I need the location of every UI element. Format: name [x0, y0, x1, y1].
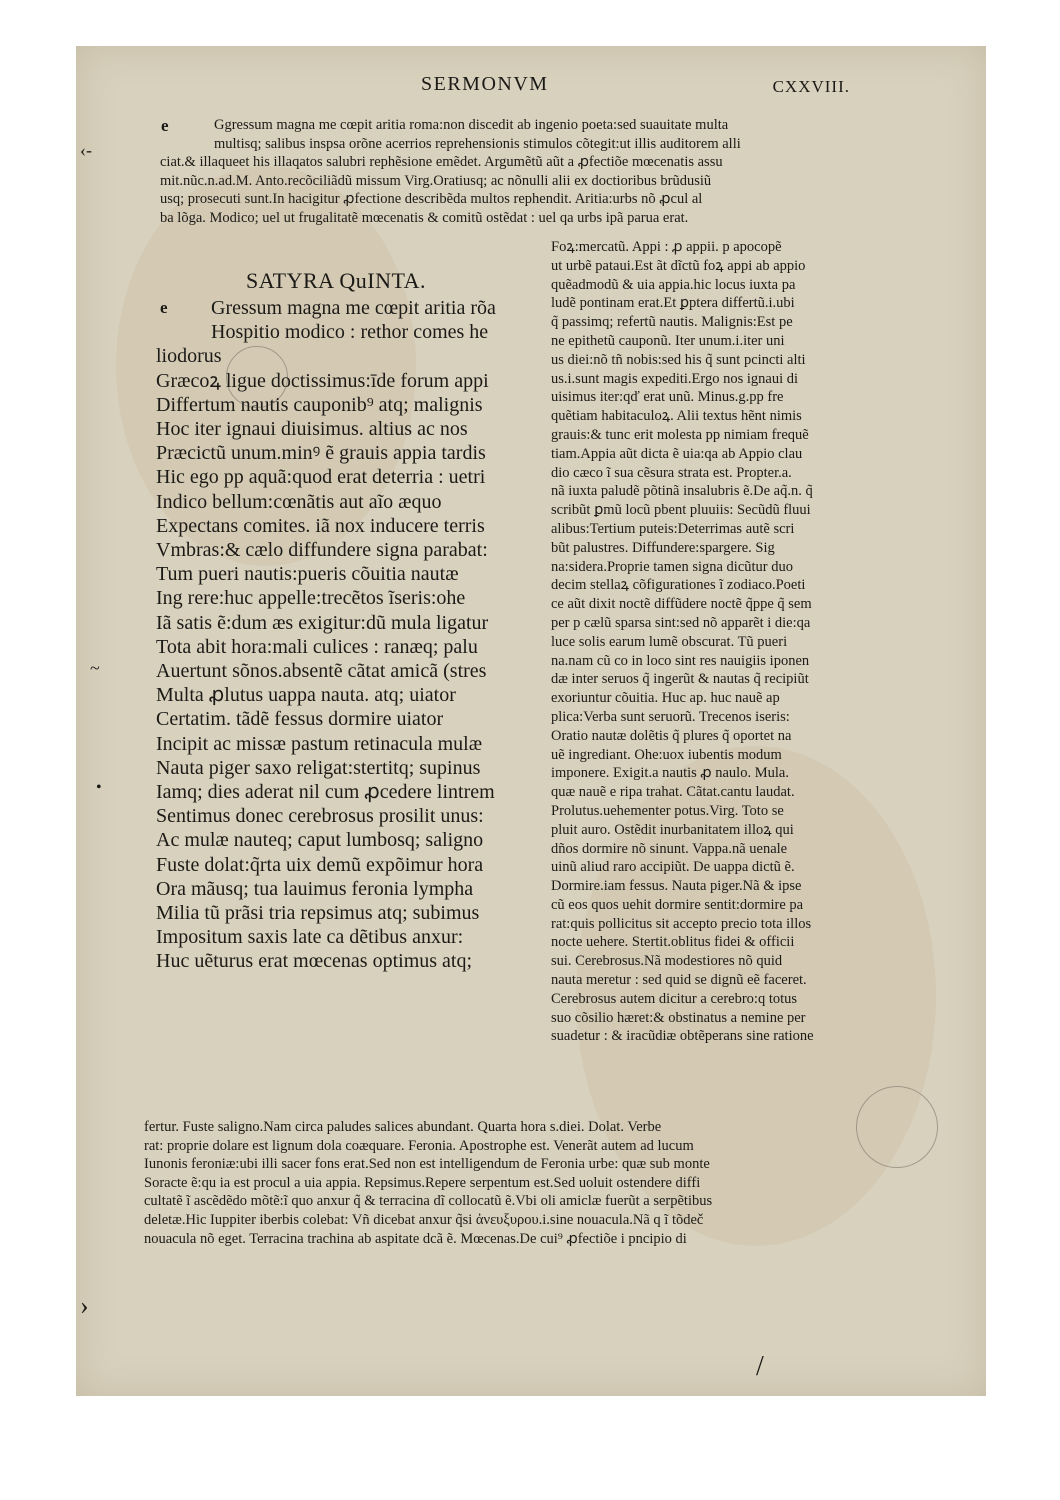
commentary-line: ludẽ pontinam erat.Et ꝑptera differtũ.i.ubi	[551, 295, 795, 312]
commentary-line: uẽ ingrediant. Ohe:uox iubentis modum	[551, 746, 782, 763]
commentary-line: Ggressum magna me cœpit aritia roma:non discedit ab ingenio poeta:sed suauitate multa	[214, 117, 729, 133]
section-marker: e	[161, 116, 169, 135]
commentary-line: tiam.Appia aũt dicta ẽ uia:qa ab Appio clau	[551, 445, 803, 462]
commentary-line: suadetur : & iracũdiæ obtẽperans sine ratione	[551, 1028, 814, 1045]
commentary-line: fertur. Fuste saligno.Nam circa paludes salices abundant. Quarta hora s.diei. Dolat. Verbe	[144, 1119, 662, 1135]
commentary-line: us.i.sunt magis expediti.Ergo nos ignaui di	[551, 370, 799, 387]
margin-pen-mark: ›	[80, 1291, 89, 1320]
commentary-line: ciat.& illaqueet his illaqatos salubri rephẽsione emẽdet. Argumẽtũ aũt a ꝓfectiõe mœcenatis assu	[160, 154, 723, 171]
commentary-line: rat: proprie dolare est lignum dola coæquare. Feronia. Apostrophe est. Venerãt autem ad lucum	[144, 1137, 694, 1154]
commentary-line: per p cælũ sparsa sint:sed nõ apparẽt i die:qa	[551, 614, 811, 631]
verse-line: Ac mulæ nauteq; caput lumbosq; saligno	[156, 829, 484, 852]
verse-line: Differtum nautis cauponib⁹ atq; malignis	[156, 393, 483, 416]
verse-line: Milia tũ prãsi tria repsimus atq; subimus	[156, 902, 480, 925]
commentary-line: plica:Verba sunt seruorũ. Trecenos iseris:	[551, 708, 790, 725]
satyra-title: SATYRA QuINTA.	[246, 268, 427, 293]
commentary-line: multisq; salibus inspsa orõne acerrios reprehensionis stimulos cõtegit:ut illis auditorem alli	[214, 135, 741, 152]
commentary-line: suo cõsilio hæret:& obstinatus a nemine per	[551, 1009, 806, 1026]
commentary-line: scribũt ꝑmũ locũ pbent pluuiis: Secũdũ fluui	[551, 502, 811, 519]
commentary-line: nã iuxta paludẽ põtinã insalubris ẽ.De aq̃.n. q̃	[551, 483, 813, 500]
verse-line: Auertunt sõnos.absentẽ cãtat amicã (stres	[156, 660, 487, 683]
commentary-line: uinũ aliud raro accipiũt. De uappa dictũ ẽ.	[551, 859, 795, 876]
faint-doodle	[226, 346, 288, 408]
verse-line: Præcictũ unum.minꝰ ẽ grauis appia tardis	[156, 442, 486, 465]
verse-line: Tota abit hora:mali culices : ranæq; palu	[156, 635, 478, 658]
commentary-line: imponere. Exigit.a nautis ꝓ naulo. Mula.	[551, 765, 789, 782]
verse-line: Multa ꝓlutus uappa nauta. atq; uiator	[156, 684, 456, 707]
verse-marker: e	[160, 298, 168, 317]
commentary-line: na:sidera.Proprie tamen signa dicũtur duo	[551, 558, 794, 575]
commentary-line: ut urbẽ pataui.Est ãt dĩctũ foꝝ appi ab appio	[551, 257, 806, 274]
verse-line: Hoc iter ignaui diuisimus. altius ac nos	[156, 418, 468, 441]
commentary-line: ce aũt dixit noctẽ diffũdere noctẽ q̃ppe q̃ sem	[551, 596, 812, 613]
commentary-line: rat:quis pollicitus sit accepto precio tota illos	[551, 915, 812, 932]
commentary-line: decim stellaꝝ cõfigurationes ĩ zodiaco.Poeti	[551, 577, 806, 594]
commentary-line: Iunonis feroniæ:ubi illi sacer fons erat.Sed non est intelligendum de Feronia urbe: quæ sub monte	[144, 1156, 710, 1173]
verse-line: Hic ego pp aquã:quod erat deterria : uetri	[156, 466, 486, 489]
margin-pen-mark: /	[756, 1351, 764, 1382]
commentary-line: q̃ passimq; refertũ nautis. Malignis:Est pe	[551, 314, 793, 331]
commentary-line: dio cæco ĩ sua cẽsura strata est. Propter.a.	[551, 464, 792, 481]
commentary-line: Cerebrosus autem dicitur a cerebro:q totus	[551, 990, 798, 1007]
commentary-line: uisimus iter:qď erat unũ. Minus.g.pp fre	[551, 389, 784, 406]
verse-line: Ing rere:huc appelle:trecẽtos ĩseris:ohe	[156, 587, 466, 610]
commentary-line: cũ eos quos uehit dormire sentit:dormire pa	[551, 896, 804, 913]
commentary-line: bũt palustres. Diffundere:spargere. Sig	[551, 539, 775, 556]
verse-line: Græcoꝝ ligue doctissimus:īde forum appi	[156, 369, 489, 392]
commentary-line: Foꝝ:mercatũ. Appi : ꝓ appii. p apocopẽ	[551, 239, 782, 255]
commentary-line: exoriuntur cõuitia. Huc ap. huc nauẽ ap	[551, 690, 780, 707]
commentary-line: sui. Cerebrosus.Nã modestiores nõ quid	[551, 953, 783, 970]
commentary-line: Prolutus.uehementer potus.Virg. Toto se	[551, 802, 784, 819]
commentary-line: grauis:& tunc erit molesta pp nimiam frequẽ	[551, 426, 809, 443]
verse-line: Iã satis ẽ:dum æs exigitur:dũ mula ligatur	[156, 611, 489, 634]
commentary-line: nocte uehere. Stertit.oblitus fidei & officii	[551, 934, 795, 951]
commentary-line: na.nam cũ co in loco sint res nauigiis iponen	[551, 652, 810, 669]
verse-line: Gressum magna me cœpit aritia rõa	[211, 297, 496, 319]
verse-line: Impositum saxis late ca dẽtibus anxur:	[156, 926, 464, 949]
verse-line: Vmbras:& cælo diffundere signa parabat:	[156, 539, 488, 562]
verse-line: Hospitio modico : rethor comes he	[211, 321, 489, 344]
commentary-line: quæ nauẽ e ripa trahat. Cãtat.cantu laudat.	[551, 784, 795, 801]
verse-line: liodorus	[156, 345, 222, 368]
verse-block	[156, 296, 546, 974]
verse-line: Ora mãusq; tua lauimus feronia lympha	[156, 877, 474, 900]
commentary-line: dños dormire nõ sinunt. Vappa.nã uenale	[551, 840, 788, 857]
verse-line: Tum pueri nautis:pueris cõuitia nautæ	[156, 563, 459, 586]
margin-pen-mark: •	[96, 779, 102, 796]
commentary-top	[160, 116, 960, 228]
commentary-line: quẽtiam habitaculoꝝ. Alii textus hẽnt nimis	[551, 408, 802, 425]
commentary-line: ne epithetũ cauponũ. Iter unum.i.iter uni	[551, 332, 785, 349]
commentary-line: Soracte ẽ:qu ia est procul a uia appia. Repsimus.Repere serpentum est.Sed uoluit ostendere diffi	[144, 1174, 701, 1191]
running-head: SERMONVM	[421, 73, 549, 95]
commentary-bottom	[144, 1118, 959, 1248]
commentary-line: quẽadmodũ & uia appia.hic locus iuxta pa	[551, 276, 796, 293]
commentary-line: nouacula nõ eget. Terracina trachina ab aspitate dcã ẽ. Mœcenas.De cui⁹ ꝓfectiõe i pncipio di	[144, 1230, 687, 1247]
verse-line: Indico bellum:cœnãtis aut aĩo æquo	[156, 490, 442, 513]
verse-line: Nauta piger saxo religat:stertitq; supinus	[156, 756, 481, 779]
verse-line: Incipit ac missæ pastum retinacula mulæ	[156, 732, 483, 755]
scanned-page	[76, 46, 986, 1396]
verse-line: Iamq; dies aderat nil cum ꝓcedere lintrem	[156, 781, 495, 804]
verse-line: Expectans comites. iã nox inducere terris	[156, 514, 485, 537]
commentary-line: usq; prosecuti sunt.In hacigitur ꝓfectione describẽda multos rephendit. Aritia:urbs nõ ꝓcul al	[160, 191, 703, 208]
faint-doodle	[856, 1086, 938, 1168]
commentary-right	[551, 238, 891, 1046]
commentary-line: luce solis earum lumẽ obscurat. Tũ pueri	[551, 633, 788, 650]
commentary-line: cultatẽ ĩ ascẽdẽdo mõtẽ:ĩ quo anxur q̃ & terracina dĩ collocatũ ẽ.Vbi oli amiclæ fuerũt a serpẽtibus	[144, 1193, 713, 1210]
commentary-line: us diei:nõ tñ nobis:sed his q̃ sunt pcincti alti	[551, 351, 806, 368]
verse-line: Certatim. tãdẽ fessus dormire uiator	[156, 708, 444, 731]
commentary-line: Dormire.iam fessus. Nauta piger.Nã & ipse	[551, 878, 802, 895]
commentary-line: deletæ.Hic Iuppiter iberbis colebat: Vñ dicebat anxur q̃si ἀνευξυρου.i.sine nouacula.Nã q ĩ tõdeč	[144, 1211, 704, 1228]
commentary-line: dæ inter seruos q̃ ingerũt & nautas q̃ recipiũt	[551, 671, 809, 688]
verse-line: Fuste dolat:q̃rta uix demũ expõimur hora	[156, 853, 484, 876]
margin-pen-mark: ‹-	[80, 140, 92, 160]
commentary-line: pluit auro. Ostẽdit inurbanitatem illoꝝ qui	[551, 821, 794, 838]
commentary-line: alibus:Tertium puteis:Deterrimas autẽ scri	[551, 520, 795, 537]
margin-pen-mark: ~	[90, 658, 100, 678]
commentary-line: Oratio nautæ dolẽtis q̃ plures q̃ oportet na	[551, 727, 792, 744]
commentary-line: mit.nũc.n.ad.M. Anto.recõciliãdũ missum Virg.Oratiusq; ac nõnulli alii ex doctioribus brũdusiũ	[160, 172, 712, 189]
commentary-line: nauta meretur : sed quid se dignũ eẽ faceret.	[551, 972, 807, 989]
commentary-line: ba lõga. Modico; uel ut frugalitatẽ mœcenatis & comitũ ostẽdat : uel qa urbs ipã parua erat.	[160, 209, 689, 226]
verse-line: Sentimus donec cerebrosus prosilit unus:	[156, 805, 484, 828]
verse-line: Huc uẽturus erat mœcenas optimus atq;	[156, 950, 473, 973]
folio-number: CXXVIII.	[772, 77, 850, 96]
